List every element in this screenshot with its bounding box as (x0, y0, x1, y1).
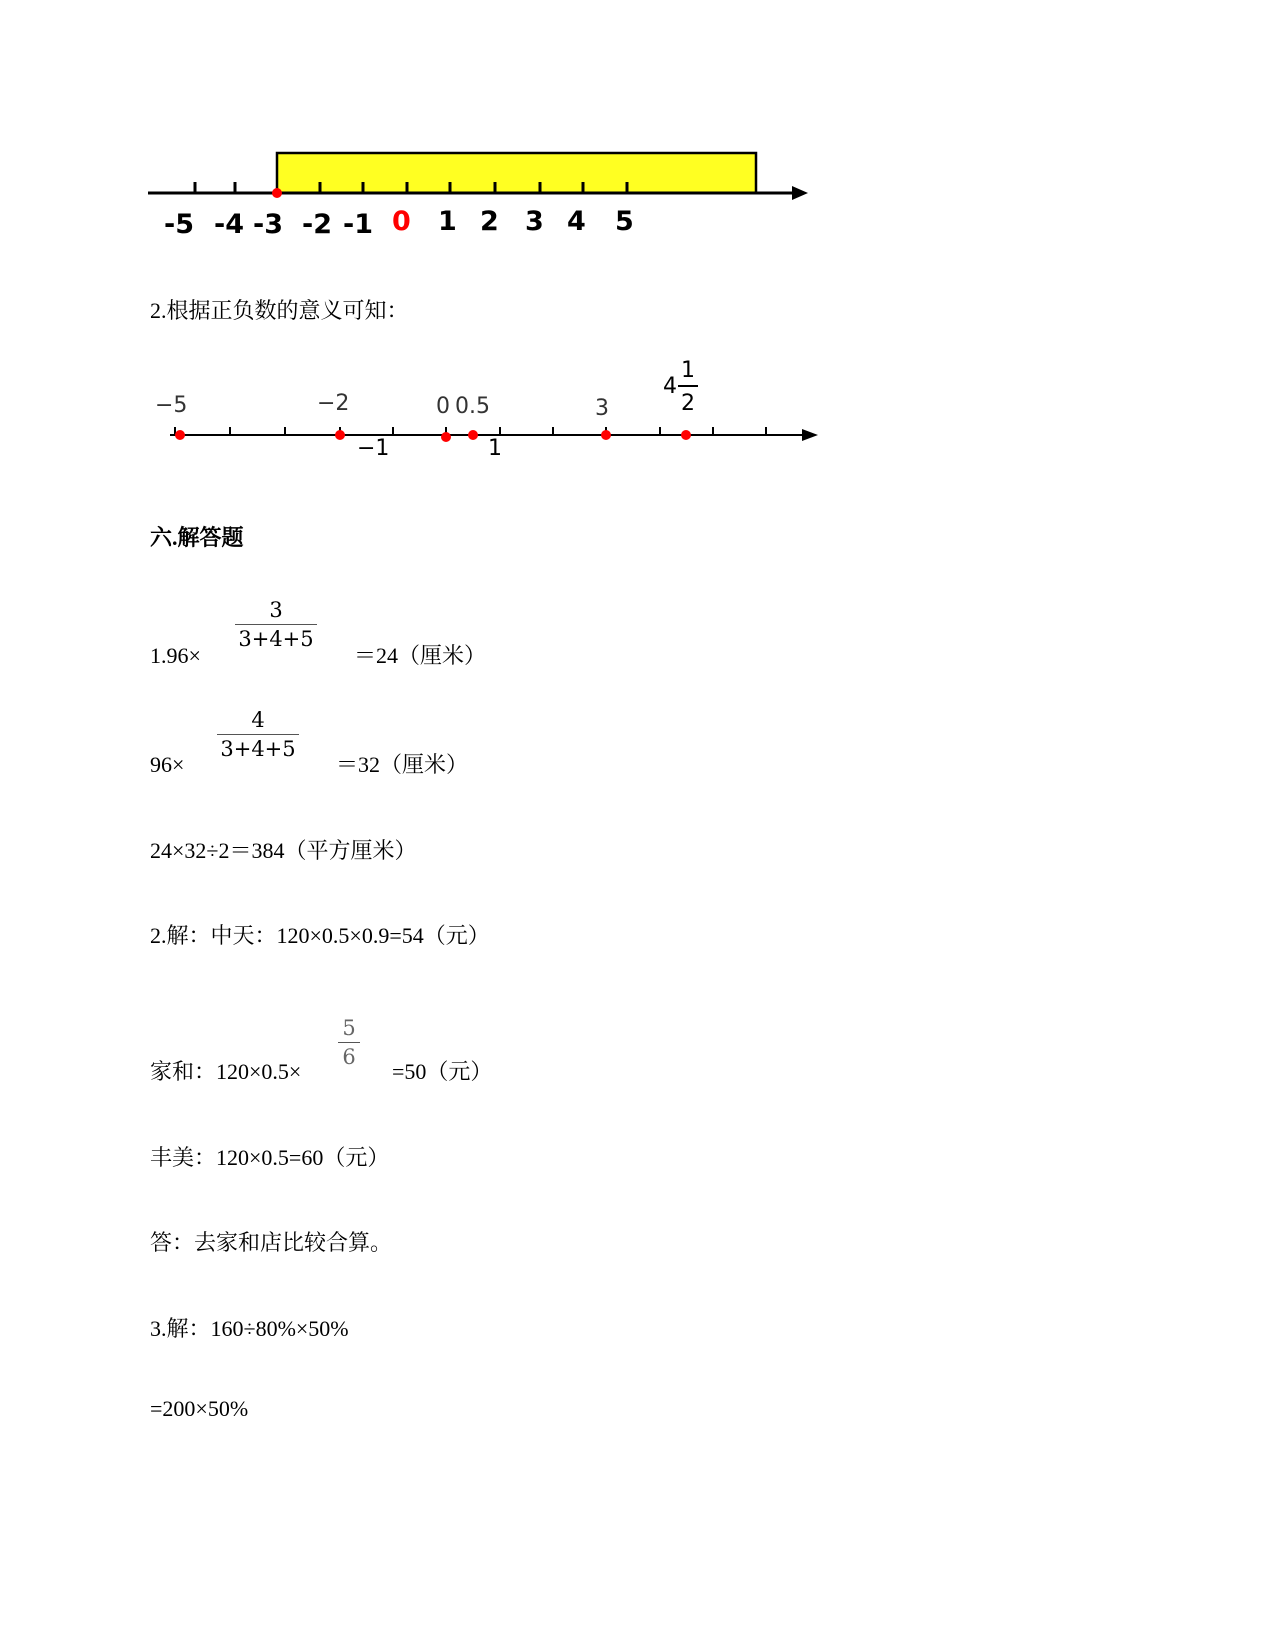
point-zero (441, 432, 451, 442)
label-minus-5: -5 (164, 209, 194, 240)
label-1: 1 (488, 436, 502, 461)
label-mixed-denominator: 2 (681, 391, 695, 416)
section-heading: 六.解答题 (150, 525, 244, 550)
label-2: 2 (480, 206, 499, 237)
q1-fraction-2 (217, 708, 299, 761)
q1-frac1-numerator: 3 (269, 598, 283, 622)
point-3 (601, 430, 611, 440)
q1-frac2-denominator: 3+4+5 (220, 737, 296, 761)
axis-arrow (802, 429, 818, 441)
q1-frac2-numerator: 4 (251, 708, 265, 732)
point-minus-3 (272, 188, 282, 198)
q1-fraction-1 (235, 598, 317, 651)
label-minus-2: -2 (302, 209, 332, 240)
q2-line3: 丰美：120×0.5=60（元） (150, 1145, 390, 1170)
q2-line1: 2.解：中天：120×0.5×0.9=54（元） (150, 923, 490, 948)
label-mixed-whole: 4 (663, 374, 677, 399)
label-minus-1: -1 (343, 209, 373, 240)
label-3: 3 (595, 396, 609, 421)
q1-line1-suffix: ＝24（厘米） (354, 643, 487, 668)
label-minus-5: −5 (155, 393, 188, 418)
q2-frac-bar (338, 1042, 360, 1043)
q2-line2-suffix: =50（元） (392, 1059, 493, 1084)
number-line-1 (140, 140, 830, 250)
q1-line2-suffix: ＝32（厘米） (336, 752, 469, 777)
q2-fraction (338, 1016, 360, 1069)
section-note: 2.根据正负数的意义可知： (150, 298, 409, 323)
label-4: 4 (567, 206, 586, 237)
q2-frac-numerator: 5 (342, 1016, 356, 1040)
q1-line2-prefix: 96× (150, 752, 185, 777)
number-line-2 (150, 355, 830, 475)
label-3: 3 (525, 206, 544, 237)
label-minus-3: -3 (253, 209, 283, 240)
label-minus-1: −1 (357, 436, 390, 461)
point-minus-5 (175, 430, 185, 440)
point-0-5 (468, 430, 478, 440)
point-minus-2 (335, 430, 345, 440)
axis-arrow (792, 186, 808, 200)
label-minus-4: -4 (214, 209, 244, 240)
q2-answer: 答：去家和店比较合算。 (150, 1230, 393, 1255)
label-zero: 0 (436, 394, 450, 419)
label-0-5: 0.5 (455, 394, 490, 419)
label-zero: 0 (392, 206, 411, 237)
q3-line1: 3.解：160÷80%×50% (150, 1316, 349, 1341)
q1-frac2-bar (217, 734, 299, 735)
q1-frac1-bar (235, 624, 317, 625)
q1-line1-prefix: 1.96× (150, 643, 201, 668)
q2-line2-prefix: 家和：120×0.5× (150, 1059, 302, 1084)
point-4-half (681, 430, 691, 440)
label-mixed-numerator: 1 (681, 358, 695, 383)
label-1: 1 (438, 206, 457, 237)
q1-frac1-denominator: 3+4+5 (238, 627, 314, 651)
q1-line3: 24×32÷2＝384（平方厘米） (150, 838, 417, 863)
label-minus-2: −2 (317, 391, 350, 416)
q2-frac-denominator: 6 (342, 1045, 356, 1069)
q3-line2: =200×50% (150, 1396, 249, 1421)
label-5: 5 (615, 206, 634, 237)
highlight-region (277, 153, 756, 193)
